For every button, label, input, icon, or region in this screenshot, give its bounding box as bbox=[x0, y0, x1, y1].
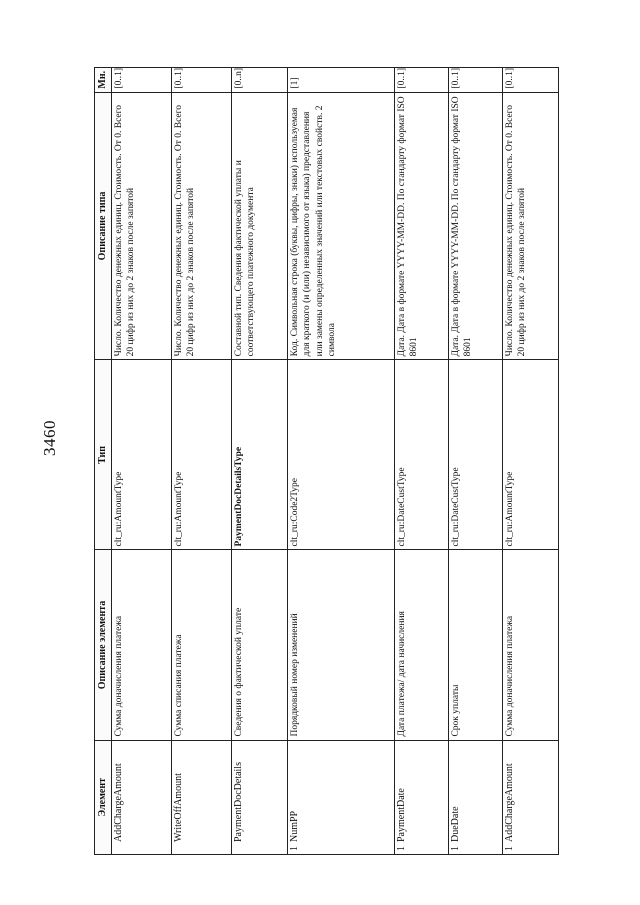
page-number: 3460 bbox=[40, 420, 59, 456]
header-type-description: Описание типа bbox=[95, 92, 112, 360]
multiplicity-cell: [0..1] bbox=[112, 68, 172, 93]
multiplicity-cell: [0..1] bbox=[395, 68, 449, 93]
element-cell bbox=[395, 740, 449, 854]
element-description: Порядковый номер изменений bbox=[288, 550, 395, 740]
type-cell: clt_ru:AmountType bbox=[112, 360, 172, 550]
row-number: 1 bbox=[450, 846, 461, 851]
multiplicity-cell: [0..1] bbox=[449, 68, 503, 93]
element-name: DueDate bbox=[450, 806, 461, 842]
table-row bbox=[288, 68, 395, 855]
table-row bbox=[449, 68, 503, 855]
multiplicity-cell: [0..1] bbox=[503, 68, 559, 93]
table-row bbox=[112, 68, 172, 855]
element-name: WriteOffAmount bbox=[173, 773, 184, 842]
type-cell: clt_ru:Code2Type bbox=[288, 360, 395, 550]
element-cell bbox=[232, 740, 288, 854]
table-header-row bbox=[95, 68, 112, 855]
header-element-description: Описание элемента bbox=[95, 550, 112, 740]
row-number: 1 bbox=[289, 846, 300, 851]
header-type: Тип bbox=[95, 360, 112, 550]
row-number: 1 bbox=[504, 846, 515, 851]
table-row bbox=[395, 68, 449, 855]
element-name: NumPP bbox=[289, 810, 300, 842]
header-multiplicity: Мн. bbox=[95, 68, 112, 93]
type-description: Дата. Дата в формате YYYY-MM-DD. По стандарту формат ISO 8601 bbox=[395, 92, 449, 360]
type-cell: clt_ru:AmountType bbox=[503, 360, 559, 550]
element-description: Сумма доначисления платежа bbox=[112, 550, 172, 740]
element-name: PaymentDate bbox=[396, 788, 407, 842]
element-cell bbox=[288, 740, 395, 854]
type-cell: PaymentDocDetailsType bbox=[232, 360, 288, 550]
element-name: AddChargeAmount bbox=[504, 763, 515, 842]
type-description: Число. Количество денежных единиц. Стоимость. От 0. Всего 20 цифр из них до 2 знаков после запятой bbox=[112, 92, 172, 360]
element-description: Сумма доначисления платежа bbox=[503, 550, 559, 740]
type-cell: clt_ru:DateCustType bbox=[449, 360, 503, 550]
element-cell bbox=[449, 740, 503, 854]
element-cell bbox=[112, 740, 172, 854]
row-number: 1 bbox=[396, 846, 407, 851]
table-row bbox=[172, 68, 232, 855]
element-cell bbox=[172, 740, 232, 854]
header-element: Элемент bbox=[95, 740, 112, 854]
element-cell bbox=[503, 740, 559, 854]
element-description: Сведения о фактической уплате bbox=[232, 550, 288, 740]
element-name: PaymentDocDetails bbox=[233, 762, 244, 842]
elements-table bbox=[94, 67, 559, 855]
element-description: Сумма списания платежа bbox=[172, 550, 232, 740]
table-row bbox=[232, 68, 288, 855]
type-description: Составной тип. Сведения фактической уплаты и соответствующего платежного документа bbox=[232, 92, 288, 360]
rotated-table-container bbox=[94, 67, 540, 855]
type-description: Код. Символьная строка (буквы, цифры, знаки) используемая для краткого (и (или) независимого от языка) представления или замены определенных значений или текстовых свойств. 2 символа bbox=[288, 92, 395, 360]
type-cell: clt_ru:AmountType bbox=[172, 360, 232, 550]
type-description: Дата. Дата в формате YYYY-MM-DD. По стандарту формат ISO 8601 bbox=[449, 92, 503, 360]
multiplicity-cell: [0..n] bbox=[232, 68, 288, 93]
multiplicity-cell: [0..1] bbox=[172, 68, 232, 93]
type-cell: clt_ru:DateCustType bbox=[395, 360, 449, 550]
type-description: Число. Количество денежных единиц. Стоимость. От 0. Всего 20 цифр из них до 2 знаков после запятой bbox=[172, 92, 232, 360]
element-description: Срок уплаты bbox=[449, 550, 503, 740]
element-name: AddChargeAmount bbox=[113, 763, 124, 842]
element-description: Дата платежа/ дата начисления bbox=[395, 550, 449, 740]
table-row bbox=[503, 68, 559, 855]
type-description: Число. Количество денежных единиц. Стоимость. От 0. Всего 20 цифр из них до 2 знаков после запятой bbox=[503, 92, 559, 360]
multiplicity-cell: [1] bbox=[288, 68, 395, 93]
